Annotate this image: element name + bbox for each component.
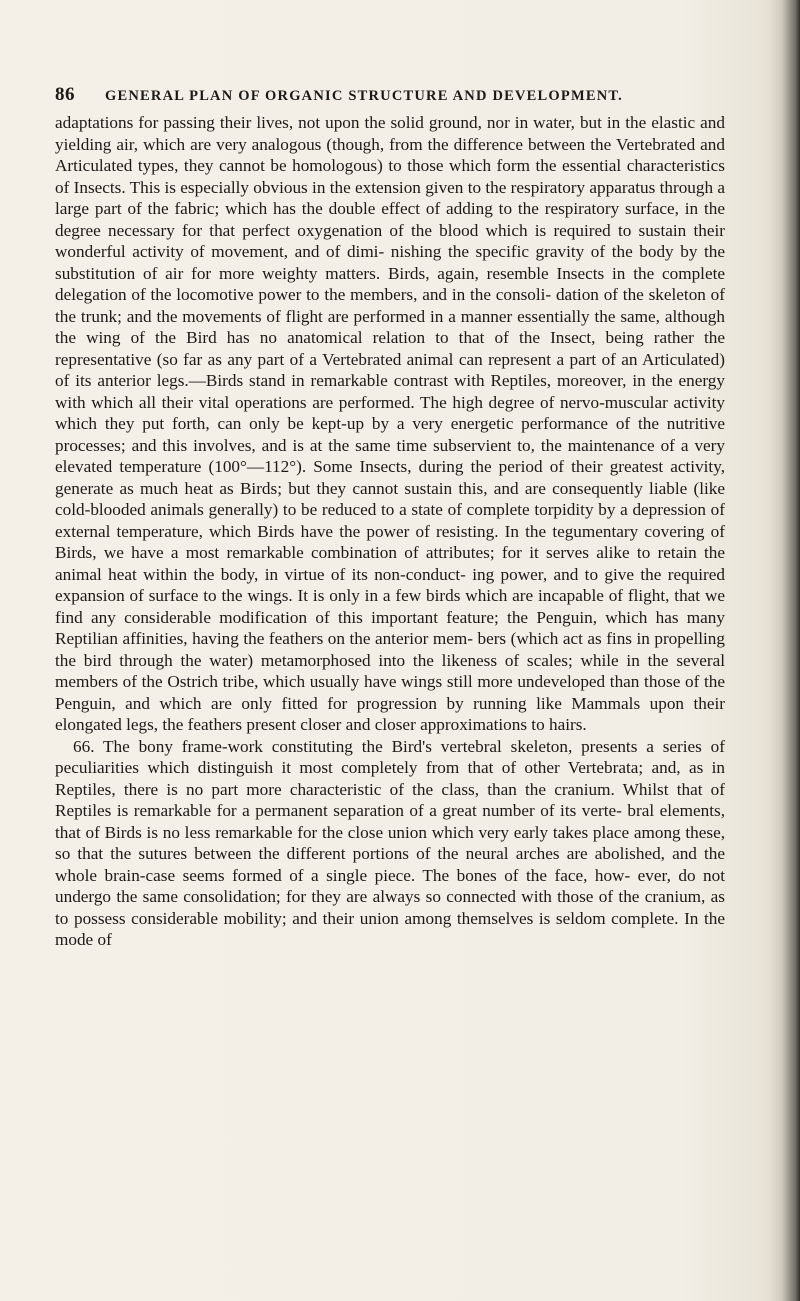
page-number: 86 (55, 84, 75, 105)
running-head (55, 84, 735, 108)
page-edge-shadow (770, 0, 800, 1301)
paragraph-continued: adaptations for passing their lives, not upon the solid ground, nor in water, but in the elastic and yielding air, which are very analogous (though, from the difference between the Vertebrated and Articulated types, they cannot be homologous) to those which form the essential characteristics of Insects. This is especially obvious in the extension given to the respiratory apparatus through a large part of the fabric; which has the double effect of adding to the respiratory surface, in the degree necessary for that perfect oxygenation of the blood which is required to sustain their wonderful activity of movement, and of dimi- nishing the specific gravity of the body by the substitution of air for more weighty matters. Birds, again, resemble Insects in the complete delegation of the locomotive power to the members, and in the consoli- dation of the skeleton of the trunk; and the movements of flight are performed in a manner essentially the same, although the wing of the Bird has no anatomical relation to that of the Insect, being rather the representative (so far as any part of a Vertebrated animal can represent a part of an Articulated) of its anterior legs.—Birds stand in remarkable contrast with Reptiles, moreover, in the energy with which all their vital operations are performed. The high degree of nervo-muscular activity which they put forth, can only be kept-up by a very energetic performance of the nutritive processes; and this involves, and is at the same time subservient to, the maintenance of a very elevated temperature (100°—112°). Some Insects, during the period of their greatest activity, generate as much heat as Birds; but they cannot sustain this, and are consequently liable (like cold-blooded animals generally) to be reduced to a state of complete torpidity by a depression of external temperature, which Birds have the power of resisting. In the tegumentary covering of Birds, we have a most remarkable combination of attributes; for it serves alike to retain the animal heat within the body, in virtue of its non-conduct- ing power, and to give the required expansion of surface to the wings. It is only in a few birds which are incapable of flight, that we find any considerable modification of this important feature; the Penguin, which has many Reptilian affinities, having the feathers on the anterior mem- bers (which act as fins in propelling the bird through the water) metamorphosed into the likeness of scales; while in the several members of the Ostrich tribe, which usually have wings still more undeveloped than those of the Penguin, and which are only fitted for progression by running like Mammals upon their elongated legs, the feathers present closer and closer approximations to hairs. (55, 113, 725, 734)
body-text (55, 112, 725, 951)
paragraph-66: 66. The bony frame-work constituting the Bird's vertebral skeleton, presents a series of peculiarities which distinguish it most completely from that of other Vertebrata; and, as in Reptiles, there is no part more characteristic of the class, than the cranium. Whilst that of Reptiles is remarkable for a permanent separation of a great number of its verte- bral elements, that of Birds is no less remarkable for the close union which very early takes place among these, so that the sutures between the different portions of the neural arches are abolished, and the whole brain-case seems formed of a single piece. The bones of the face, how- ever, do not undergo the same consolidation; for they are always so connected with those of the cranium, as to possess considerable mobility; and their union among themselves is seldom complete. In the mode of (55, 736, 725, 949)
running-head-title: GENERAL PLAN OF ORGANIC STRUCTURE AND DEVELOPMENT. (105, 88, 624, 104)
